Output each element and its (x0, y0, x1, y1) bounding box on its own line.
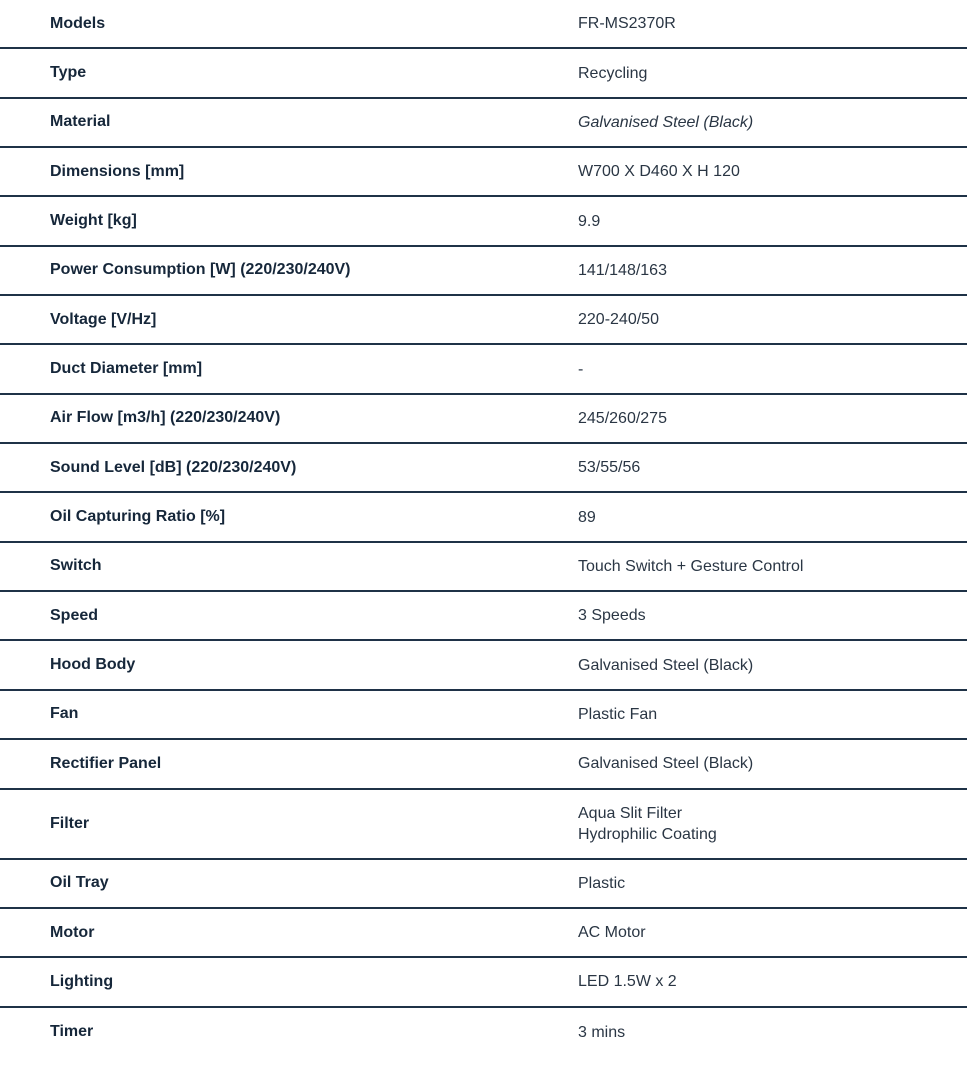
spec-value: 53/55/56 (578, 459, 641, 477)
spec-label: Sound Level [dB] (220/230/240V) (50, 458, 297, 476)
spec-value: Recycling (578, 64, 648, 82)
spec-value: 245/260/275 (578, 409, 667, 427)
spec-label: Power Consumption [W] (220/230/240V) (50, 261, 351, 279)
spec-label: Switch (50, 557, 102, 575)
spec-row-lighting (0, 958, 967, 1007)
spec-row-switch (0, 543, 967, 592)
spec-value: LED 1.5W x 2 (578, 973, 677, 991)
spec-row-air-flow (0, 395, 967, 444)
spec-value: 3 mins (578, 1023, 626, 1041)
spec-value: Plastic (578, 874, 626, 892)
spec-value: 9.9 (578, 212, 601, 230)
spec-value-line: Aqua Slit Filter (578, 804, 683, 822)
spec-row-sound-level (0, 444, 967, 493)
spec-label: Dimensions [mm] (50, 162, 185, 180)
spec-row-models (0, 0, 967, 49)
spec-row-oil-tray (0, 860, 967, 909)
spec-value: FR-MS2370R (578, 15, 676, 33)
spec-label: Oil Capturing Ratio [%] (50, 508, 226, 526)
spec-label: Voltage [V/Hz] (50, 310, 157, 328)
spec-label: Duct Diameter [mm] (50, 360, 203, 378)
spec-row-type (0, 49, 967, 98)
spec-label: Type (50, 64, 87, 82)
spec-value (578, 803, 967, 845)
spec-row-material (0, 99, 967, 148)
spec-label: Rectifier Panel (50, 754, 162, 772)
spec-row-rectifier-panel (0, 740, 967, 789)
spec-label: Models (50, 14, 106, 32)
spec-value: Touch Switch + Gesture Control (578, 557, 804, 575)
spec-row-fan (0, 691, 967, 740)
spec-label: Filter (50, 814, 90, 832)
spec-value: Galvanised Steel (Black) (578, 656, 754, 674)
spec-row-dimensions (0, 148, 967, 197)
spec-value: AC Motor (578, 924, 646, 942)
spec-value: Plastic Fan (578, 705, 658, 723)
spec-value: 3 Speeds (578, 607, 646, 625)
spec-row-power-consumption (0, 247, 967, 296)
spec-label: Air Flow [m3/h] (220/230/240V) (50, 409, 281, 427)
spec-row-filter (0, 790, 967, 860)
spec-value: - (578, 360, 584, 378)
spec-label: Motor (50, 923, 95, 941)
spec-label: Fan (50, 705, 79, 723)
spec-label: Lighting (50, 972, 114, 990)
spec-label: Timer (50, 1023, 94, 1041)
spec-row-weight (0, 197, 967, 246)
spec-value: W700 X D460 X H 120 (578, 163, 740, 181)
spec-label: Hood Body (50, 656, 136, 674)
spec-value-line: Hydrophilic Coating (578, 825, 717, 843)
spec-label: Oil Tray (50, 874, 109, 892)
spec-value: 89 (578, 508, 596, 526)
spec-row-timer (0, 1008, 967, 1057)
spec-row-oil-capturing-ratio (0, 493, 967, 542)
spec-row-motor (0, 909, 967, 958)
spec-label: Material (50, 113, 111, 131)
spec-value: Galvanised Steel (Black) (578, 113, 754, 131)
spec-value: 220-240/50 (578, 311, 659, 329)
spec-row-speed (0, 592, 967, 641)
spec-value: Galvanised Steel (Black) (578, 755, 754, 773)
spec-value: 141/148/163 (578, 261, 667, 279)
spec-label: Weight [kg] (50, 212, 137, 230)
spec-label: Speed (50, 606, 99, 624)
spec-row-voltage (0, 296, 967, 345)
spec-row-hood-body (0, 641, 967, 690)
spec-row-duct-diameter (0, 345, 967, 394)
